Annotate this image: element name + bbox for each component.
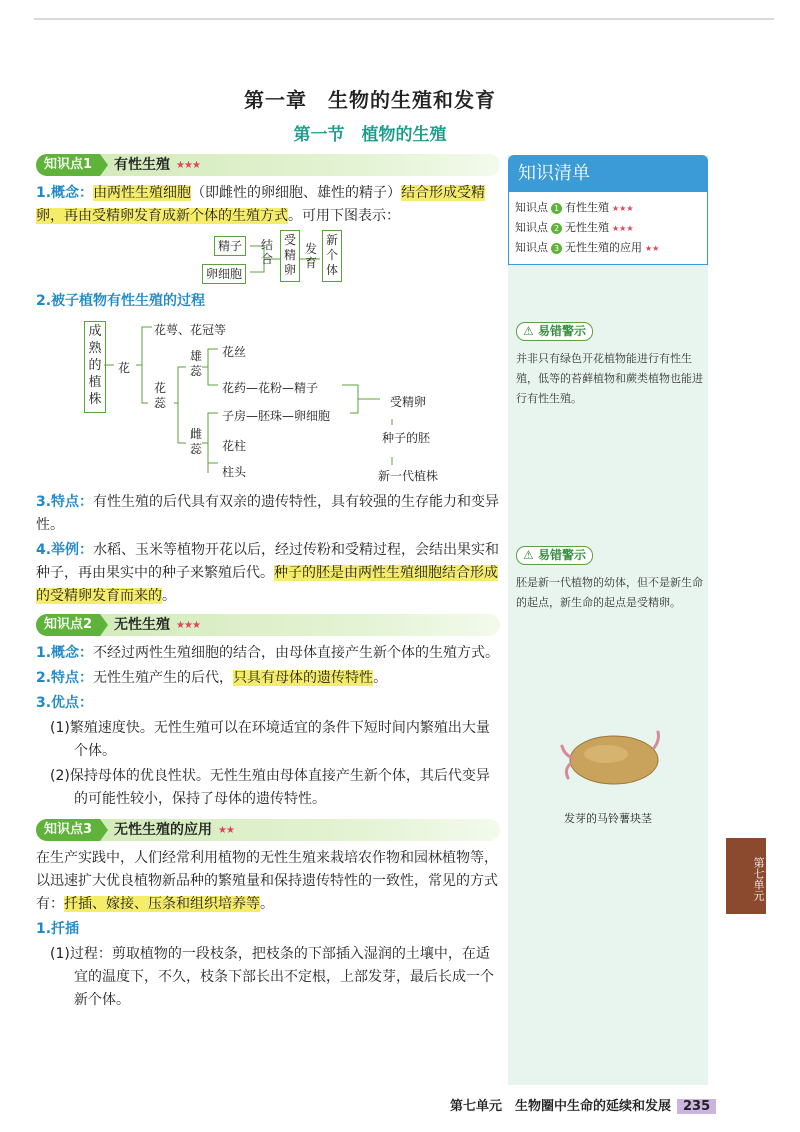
list-item (515, 238, 701, 258)
warning-box-2 (516, 544, 706, 613)
kp-title: 无性生殖的应用 (114, 821, 213, 838)
knowledge-list (508, 191, 708, 265)
text: 。 (373, 670, 388, 686)
kp2-feature (36, 667, 500, 690)
sidebar (508, 155, 708, 1085)
footer-text: 第七单元 生物圈中生命的延续和发展 (450, 1099, 672, 1114)
highlight: 扦插、嫁接、压条和组织培养等 (64, 896, 260, 912)
kp3-intro (36, 847, 500, 916)
item-label: 3.特点： (36, 494, 94, 510)
kp2-concept (36, 642, 500, 665)
mature-plant-box: 成熟的植株 (84, 321, 106, 413)
star-icon: ★★★ (176, 159, 200, 171)
combine-label: 结合 (260, 238, 273, 266)
item-label: 1.扦插 (36, 921, 80, 937)
kp2-advantages (36, 692, 500, 715)
zygote-label: 受精卵 (390, 395, 427, 409)
number-badge: 2 (551, 223, 562, 234)
page-number: 235 (677, 1099, 716, 1114)
text: （即雌性的卵细胞、雄性的精子） (191, 185, 402, 201)
text: 在生产实践中，人们经常利用植物的无性生殖来栽培农作物和园林植物等，以迅速扩大优良植物新品种的繁殖量和保持遗传特性的一致性，常见的方式有： (36, 850, 498, 912)
kp2-advantage-1: (1)繁殖速度快。无性生殖可以在环境适宜的条件下短时间内繁殖出大量个体。 (50, 720, 490, 759)
potato-image (558, 728, 668, 788)
star-icon: ★★★ (176, 619, 200, 631)
list-item (515, 218, 701, 238)
main-content (36, 154, 500, 1014)
kp3-cutting-process: (1)过程：剪取植物的一段枝条，把枝条的下部插入湿润的土壤中，在适宜的温度下，不久，枝条下部长出不定根，上部发芽，最后长成一个新个体。 (50, 946, 494, 1008)
text: 有性生殖的后代具有双亲的遗传特性，具有较强的生存能力和变异性。 (36, 494, 500, 533)
potato-caption: 发芽的马铃薯块茎 (564, 812, 652, 825)
warning-body: 胚是新一代植物的幼体，但不是新生命的起点，新生命的起点是受精卵。 (516, 576, 703, 609)
core-label: 花蕊 (154, 381, 167, 410)
warning-icon: ⚠ (523, 324, 534, 338)
top-border (34, 0, 774, 20)
next-gen-label: 新一代植株 (378, 469, 439, 483)
highlight: 由两性生殖细胞 (93, 185, 192, 201)
item-label: 1.概念： (36, 645, 94, 661)
warning-title-text: 易错警示 (537, 548, 586, 562)
kp-tag: 知识点1 (36, 154, 100, 176)
filament-label: 花丝 (222, 345, 247, 359)
style-label: 花柱 (222, 439, 247, 453)
highlight: 只具有母体的遗传特性 (233, 670, 374, 686)
kp1-process-heading (36, 290, 500, 313)
flower-label: 花 (118, 361, 131, 375)
item-prefix: 知识点 (515, 221, 548, 234)
unit-tab: 第七单元 (726, 838, 766, 914)
angiosperm-process-diagram (36, 315, 500, 485)
sperm-box: 精子 (214, 236, 246, 256)
new-individual-box: 新个体 (322, 230, 342, 282)
item-label: 4.举例： (36, 542, 94, 558)
number-badge: 1 (551, 203, 562, 214)
star-icon: ★★ (645, 244, 660, 253)
highlight: 结合形成受精卵，再由受精卵发育成新个体的生殖方式 (36, 185, 486, 224)
knowledge-point-2-header (36, 614, 500, 636)
egg-box: 卵细胞 (202, 264, 246, 284)
chapter-title: 第一章 生物的生殖和发育 (244, 88, 496, 112)
footer (450, 1095, 716, 1114)
warning-title (516, 546, 593, 565)
kp-title: 无性生殖 (114, 616, 171, 633)
anther-label: 花药—花粉—精子 (222, 381, 319, 395)
list-item (515, 198, 701, 218)
star-icon: ★★★ (612, 204, 634, 213)
item-label: 无性生殖 (565, 221, 609, 234)
kp1-example (36, 539, 500, 608)
text: 不经过两性生殖细胞的结合，由母体直接产生新个体的生殖方式。 (93, 645, 500, 661)
item-prefix: 知识点 (515, 201, 548, 214)
stigma-label: 柱头 (222, 465, 247, 479)
item-label: 有性生殖 (565, 201, 609, 214)
star-icon: ★★ (218, 824, 234, 836)
embryo-label: 种子的胚 (382, 431, 431, 445)
item-label: 3.优点： (36, 695, 94, 711)
sidebar-title: 知识清单 (508, 155, 708, 191)
kp1-concept (36, 182, 500, 228)
knowledge-point-1-header (36, 154, 500, 176)
text: 。可用下图表示： (288, 208, 400, 224)
develop-label: 发育 (304, 242, 317, 270)
item-label: 1.概念： (36, 185, 94, 201)
section-title: 第一节 植物的生殖 (293, 125, 447, 145)
text: 无性生殖产生的后代， (93, 670, 234, 686)
text: 。 (260, 896, 274, 912)
warning-title-text: 易错警示 (537, 324, 586, 338)
kp2-advantage-2: (2)保持母体的优良性状。无性生殖由母体直接产生新个体，其后代变异的可能性较小，保持了母体的遗传特性。 (50, 768, 490, 807)
warning-title (516, 322, 593, 341)
text: 。 (162, 588, 176, 604)
number-badge: 3 (551, 243, 562, 254)
highlight: 种子的胚是由两性生殖细胞结合形成的受精卵发育而来的 (36, 565, 498, 604)
kp1-feature (36, 491, 500, 537)
zygote-box: 受精卵 (280, 230, 300, 282)
text: 水稻、玉米等植物开花以后，经过传粉和受精过程，会结出果实和种子，再由果实中的种子来繁殖后代。 (36, 542, 500, 581)
kp-tag: 知识点3 (36, 819, 100, 841)
stamen-label: 雄蕊 (190, 349, 203, 378)
knowledge-point-3-header (36, 819, 500, 841)
star-icon: ★★★ (612, 224, 634, 233)
item-label: 2.特点： (36, 670, 94, 686)
fertilization-diagram (36, 230, 500, 286)
calyx-label: 花萼、花冠等 (154, 323, 227, 337)
ovary-label: 子房—胚珠—卵细胞 (222, 409, 331, 423)
kp3-cutting-heading (36, 918, 500, 941)
item-label: 无性生殖的应用 (565, 241, 642, 254)
item-prefix: 知识点 (515, 241, 548, 254)
pistil-label: 雌蕊 (190, 427, 203, 456)
warning-icon: ⚠ (523, 548, 534, 562)
kp-title: 有性生殖 (114, 156, 171, 173)
warning-box-1 (516, 320, 706, 409)
warning-body: 并非只有绿色开花植物能进行有性生殖，低等的苔藓植物和蕨类植物也能进行有性生殖。 (516, 352, 703, 405)
kp-tag: 知识点2 (36, 614, 100, 636)
item-label: 2.被子植物有性生殖的过程 (36, 293, 206, 309)
